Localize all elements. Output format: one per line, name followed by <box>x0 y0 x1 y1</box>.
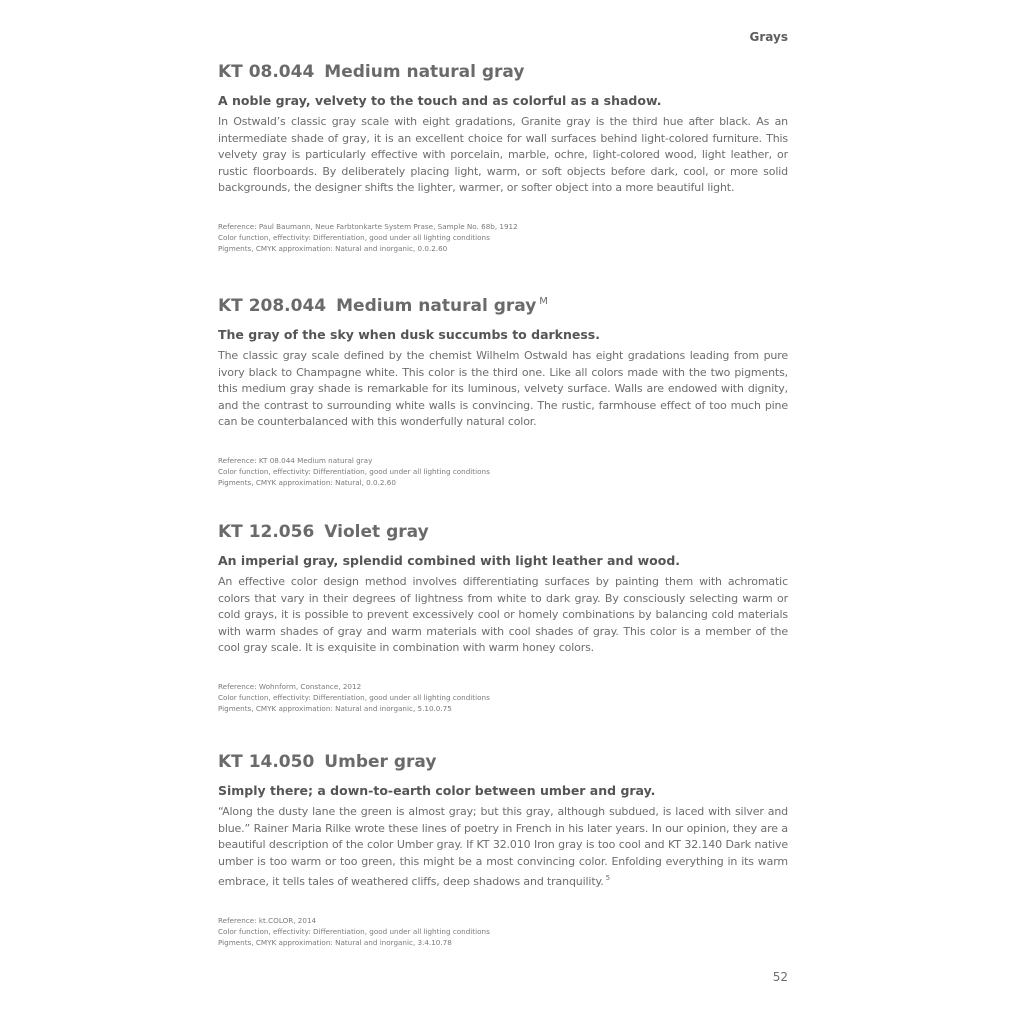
reference-line: Reference: kt.COLOR, 2014 <box>218 915 317 925</box>
color-entry <box>218 752 788 948</box>
reference-line: Reference: Paul Baumann, Neue Farbtonkarte System Prase, Sample No. 68b, 1912 <box>218 221 518 231</box>
entry-references <box>218 681 788 714</box>
entry-references <box>218 915 788 948</box>
entry-subtitle: Simply there; a down-to-earth color between umber and gray. <box>218 783 656 798</box>
reference-line: Reference: KT 08.044 Medium natural gray <box>218 455 373 465</box>
color-function-line: Color function, effectivity: Differentiation, good under all lighting conditions <box>218 926 490 936</box>
entry-heading <box>218 522 788 542</box>
pigments-line: Pigments, CMYK approximation: Natural and inorganic, 0.0.2.60 <box>218 243 448 253</box>
entry-heading <box>218 62 788 82</box>
page-number: 52 <box>772 970 788 984</box>
entry-body-text: In Ostwald’s classic gray scale with eight gradations, Granite gray is the third hue after black. As an intermediate shade of gray, it is an excellent choice for wall surfaces behind light-colored furniture. This velvety gray is particularly effective with porcelain, marble, ochre, light-colored wood, light leather, or rustic floorboards. By deliberately placing light, warm, or soft objects before dark, cool, or more solid backgrounds, the designer shifts the lighter, warmer, or softer object into a more beautiful light. <box>218 115 788 194</box>
color-entry <box>218 62 788 254</box>
color-name: Medium natural gray <box>324 62 525 82</box>
entry-body-text: “Along the dusty lane the green is almost gray; but this gray, although subdued, is laced with silver and blue.” Rainer Maria Rilke wrote these lines of poetry in French in his later years. In our opinion, they are a beautiful description of the color Umber gray. If KT 32.010 Iron gray is too cool and KT 32.140 Dark native umber is too warm or too green, this might be a most convincing color. Enfolding everything in its warm embrace, it tells tales of weathered cliffs, deep shadows and tranquility. <box>218 805 788 888</box>
color-name: Medium natural gray <box>336 296 537 316</box>
entry-references <box>218 455 788 488</box>
entry-body <box>218 804 788 891</box>
entry-body <box>218 574 788 657</box>
pigments-line: Pigments, CMYK approximation: Natural, 0.0.2.60 <box>218 477 396 487</box>
color-code: KT 208.044 <box>218 296 327 316</box>
footnote-mark: 5 <box>605 874 610 882</box>
entry-heading <box>218 292 788 316</box>
color-function-line: Color function, effectivity: Differentiation, good under all lighting conditions <box>218 692 490 702</box>
color-name: Umber gray <box>324 752 437 772</box>
color-entry <box>218 292 788 488</box>
entry-heading <box>218 752 788 772</box>
running-head: Grays <box>749 30 788 44</box>
color-name: Violet gray <box>324 522 429 542</box>
color-code: KT 12.056 <box>218 522 315 542</box>
color-function-line: Color function, effectivity: Differentiation, good under all lighting conditions <box>218 232 490 242</box>
pigments-line: Pigments, CMYK approximation: Natural and inorganic, 3.4.10.78 <box>218 937 452 947</box>
name-superscript: M <box>539 296 548 307</box>
entry-body-text: The classic gray scale defined by the chemist Wilhelm Ostwald has eight gradations leading from pure ivory black to Champagne white. This color is the third one. Like all colors made with the two pigments, this medium gray shade is remarkable for its luminous, velvety surface. Walls are endowed with dignity, and the contrast to surrounding white walls is convincing. The rustic, farmhouse effect of too much pine can be counterbalanced with this wonderfully natural color. <box>218 349 788 428</box>
color-entry <box>218 522 788 714</box>
pigments-line: Pigments, CMYK approximation: Natural and inorganic, 5.10.0.75 <box>218 703 452 713</box>
entry-body <box>218 114 788 197</box>
color-function-line: Color function, effectivity: Differentiation, good under all lighting conditions <box>218 466 490 476</box>
color-code: KT 14.050 <box>218 752 315 772</box>
entry-subtitle: The gray of the sky when dusk succumbs to darkness. <box>218 327 600 342</box>
entry-subtitle: An imperial gray, splendid combined with light leather and wood. <box>218 553 681 568</box>
entry-references <box>218 221 788 254</box>
entry-body-text: An effective color design method involves differentiating surfaces by painting them with achromatic colors that vary in their degrees of lightness from white to dark gray. By consciously selecting warm or cold grays, it is possible to prevent excessively cool or homely combinations by balancing cold materials with warm shades of gray and warm materials with cool shades of gray. This color is a member of the cool gray scale. It is exquisite in combination with warm honey colors. <box>218 575 788 654</box>
entry-body <box>218 348 788 431</box>
entry-subtitle: A noble gray, velvety to the touch and as colorful as a shadow. <box>218 93 662 108</box>
reference-line: Reference: Wohnform, Constance, 2012 <box>218 681 362 691</box>
color-code: KT 08.044 <box>218 62 315 82</box>
